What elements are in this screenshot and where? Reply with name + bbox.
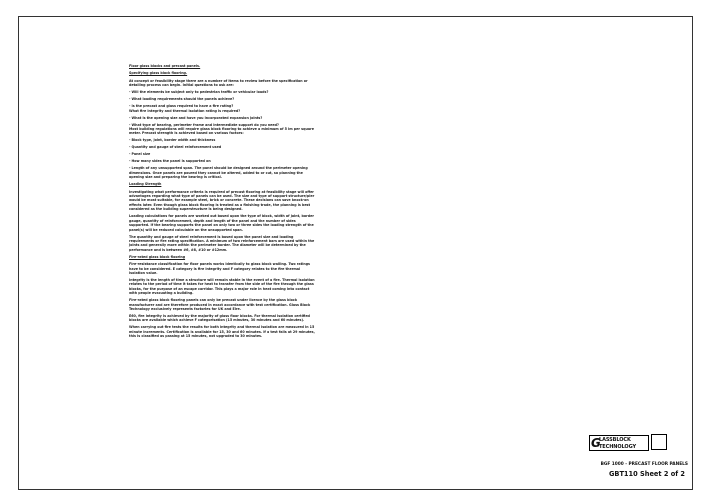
loading-paragraph: Investigating what performance criteria is required of precast flooring at feasibility stage will offer advantages regarding what type of panels can be used. The size and type of support structure/pier would be most suitable, for example steel, brick or concrete. These decisions can save knock-on effects later. Even though glass block flooring is treated as a finishing trade, the planning is best considered as the building superstructure is being designed. (129, 189, 315, 212)
loading-paragraph: Loading calculations for panels are worked out based upon the type of block, width of joint, border gauge, quantity of reinforcement, depth and length of the panel and the number of sides supported. If the bearing supports the panel on only two or three sides the loading strength of the panel(s) will be reduced calculable on the unsupported span. (129, 214, 315, 232)
loading-paragraphs (129, 190, 315, 252)
logo-initial: G (591, 436, 601, 450)
question-list (129, 90, 315, 179)
question-item: - What is the opening size and have you incorporated expansion joints? (129, 115, 263, 120)
intro-paragraph: At concept or feasibility stage there are a number of items to review before the specification or detailing process can begin. Initial questions to ask are: (129, 78, 308, 88)
question-item: - What loading requirements should the panels achieve? (129, 97, 235, 102)
drawing-description: BGF 1000 - PRECAST FLOOR PANELS (600, 462, 688, 467)
fire-rated-heading: Fire-rated glass block flooring (129, 254, 186, 259)
document-body (129, 64, 315, 341)
loading-strength-heading: Loading Strength (129, 182, 162, 187)
question-item: - How many sides the panel is supported on (129, 159, 211, 164)
question-item: - What type of bearing, perimeter frame and intermediate support do you need? Most building regulations will require glass block flooring to achieve a minimum of 5 lm per square meter. Precast strength is achieved based on various factors: (129, 122, 314, 136)
fire-paragraph: Fire-resistance classification for floor panels works identically to glass block walling. Two ratings have to be considered. E category is fire integrity and F category relates to the fire thermal isolation value. (129, 262, 311, 275)
question-item: - Quantity and gauge of steel reinforcement used (129, 145, 222, 150)
question-item: - Is the precast and glass required to have a fire rating? What fire integrity and thermal isolation rating is required? (129, 104, 241, 113)
logo-line-2: TECHNOLOGY (599, 443, 636, 450)
fire-paragraphs (129, 262, 315, 338)
sheet-number: GBT110 Sheet 2 of 2 (609, 470, 685, 478)
logo-line-1: LASSBLOCK (599, 437, 631, 443)
fire-paragraph: When carrying out fire tests the results for both integrity and thermal isolation are measured in 15 minute increments. Certification is available for 15, 30 and 60 minutes. If a test fails at 29 minutes, this is classified as passing at 15 minutes, not upgraded to 30 minutes. (129, 325, 315, 339)
fire-paragraph: Fire-rated glass block flooring panels can only be precast under licence by the glass block manufacturer and are therefore produced in exact accordance with test certification. Glass Block Technology exclusively represents factories for UK and Eire. (129, 298, 311, 311)
fire-paragraph: E60, fire integrity is achieved by the majority of glass floor blocks. For thermal isolation certified blocks are available which achieve F categorisation (15 minutes, 30 minutes and 60 minutes). (129, 313, 310, 323)
logo-wordmark (589, 435, 649, 451)
title-block (568, 434, 688, 486)
fire-paragraph: Integrity is the length of time a structure will remain stable in the event of a fire. Thermal isolation relates to the period of time it takes for heat to transfer from the side of the fire through the glass blocks, for the purpose of an escape corridor. This plays a major role in heat coming into contact with people evacuating a building. (129, 277, 315, 296)
logo-square (651, 434, 667, 450)
glassblock-technology-logo (589, 434, 667, 452)
question-item: - Length of any unsupported span. The panel should be designed around the perimeter opening dimensions. Once panels are poured they cannot be altered, added to or cut, so planning the opening size and preparing the bearing is critical. (129, 166, 308, 180)
question-item: - Will the elements be subject only to pedestrian traffic or vehicular loads? (129, 90, 269, 95)
question-item: - Block type, joint, border width and thickness (129, 138, 216, 143)
question-item: - Panel size (129, 152, 151, 157)
drawing-sheet-border (18, 16, 693, 490)
document-title: Floor glass blocks and precast panels. (129, 64, 201, 68)
specifying-heading: Specifying glass block flooring. (129, 71, 188, 76)
loading-paragraph: The quantity and gauge of steel reinforcement is based upon the panel size and loading requirements or fire rating specification. A minimum of two reinforcement bars are used within the joints and generally more within the perimeter border. The diameter will be determined by the performance and is between #6, #8, #10 or #12mm. (129, 234, 315, 252)
